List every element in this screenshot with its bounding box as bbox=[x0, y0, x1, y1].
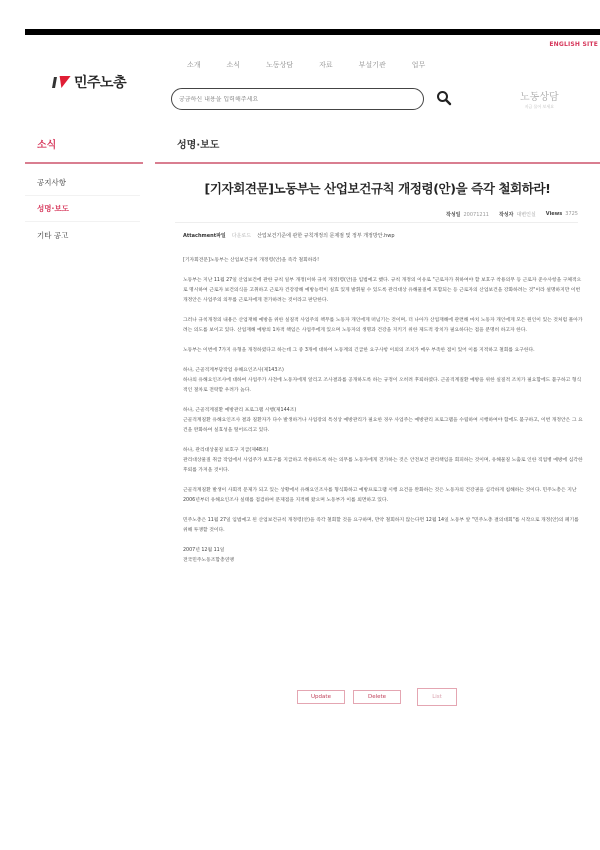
attachment-row bbox=[183, 232, 395, 239]
consult-title: 노동상담 bbox=[520, 92, 559, 103]
logo-text: 민주노총 bbox=[74, 75, 127, 91]
list-button[interactable]: List bbox=[417, 688, 457, 706]
labor-consult-link[interactable] bbox=[520, 88, 559, 110]
author-label: 작성자 bbox=[498, 212, 514, 218]
date-label: 작성일 bbox=[446, 212, 461, 218]
views-value: 3725 bbox=[565, 211, 578, 217]
logo[interactable] bbox=[53, 72, 126, 92]
download-label: 다운로드 bbox=[231, 233, 252, 239]
article-paragraph: 그러나 규칙개정의 내용은 산업재해 예방을 위한 실질적 사업주의 책무를 노동자 개인에게 떠넘기는 것이며, 더 나아가 산업재해에 관련해 마치 노동자 개인에게 모든 원인이 있는 것처럼 몰아가려는 의도를 보이고 있다. 산업재해 예방의 1차적 책임은 사업주에게 있으며 노동자의 생명과 건강을 지키기 위한 제도적 장치가 필요하다는 점을 분명히 하고자 한다. bbox=[183, 318, 583, 333]
article-paragraph: [기자회견문]노동부는 산업보건규칙 개정령(안)을 즉각 철회하라! bbox=[183, 258, 319, 263]
nav-item-affiliates[interactable]: 부설기관 bbox=[358, 61, 386, 69]
main-nav bbox=[187, 60, 425, 70]
update-button[interactable]: Update bbox=[297, 690, 345, 704]
article-paragraph: 하나의 유해요인조사에 대하여 사업주가 사전에 노동자에게 알리고 조사결과를 공개하도록 하는 규정이 오히려 후퇴하였다. 근골격계질환 예방을 위한 실질적 조치가 필요함에도 불구하고 형식적인 절차로 전락할 우려가 높다. bbox=[183, 378, 582, 393]
search-button[interactable] bbox=[436, 90, 452, 106]
attachment-label: Attachment파일 bbox=[183, 233, 226, 239]
sidebar-title: 소식 bbox=[37, 140, 57, 151]
article-paragraph: 노동부는 지난 11월 27일 산업보건에 관한 규칙 일부 개정(이하 규칙 개정)령(안)을 입법예고 했다. 규칙 개정의 이유로 "근로자가 취하여야 할 보호구 착용의무 등 근로자 준수사항을 구체적으로 명시하여 근로자 보건의식을 고취하고 근로자 건강장해 예방능력이 실효 있게 발휘될 수 있도록 관리대상 유해물질에 포함되는 등 근로자의 산업보건을 강화하려는 것"이라 설명하지만 이번 개정안은 사업주의 의무를 근로자에게 전가하려는 것이라고 판단한다. bbox=[183, 278, 582, 303]
article-body bbox=[183, 256, 583, 576]
nav-item-labor-consult[interactable]: 노동상담 bbox=[266, 61, 294, 69]
sidebar-item-notices[interactable]: 공지사항 bbox=[25, 170, 140, 196]
article-paragraph: 민주노총은 11월 27일 입법예고 된 산업보건규칙 개정령(안)을 즉각 철회할 것을 요구하며, 만약 철회하지 않는다면 12월 14일 노동부 앞 "민주노총 결의대회"를 시작으로 개정(안)의 폐기를 위해 투쟁할 것이다. bbox=[183, 518, 579, 533]
sidebar-item-other-notices[interactable]: 기타 공고 bbox=[37, 230, 69, 240]
consult-subtitle: 지금 물어 보세요 bbox=[524, 104, 555, 109]
article-section-heading: 하나, 근골격계부담작업 유해요인조사(제143조) bbox=[183, 368, 284, 373]
author-value: 대변인실 bbox=[516, 212, 536, 218]
nav-item-work[interactable]: 업무 bbox=[411, 61, 426, 69]
article-meta bbox=[446, 211, 578, 218]
search-icon bbox=[436, 90, 452, 106]
nav-item-resources[interactable]: 자료 bbox=[319, 61, 333, 69]
page-title-divider bbox=[155, 162, 600, 164]
article-paragraph: 근골격계질환 발생이 사회적 문제가 되고 있는 상황에서 유해요인조사를 형식화하고 예방프로그램 시행 요건을 완화하는 것은 노동자의 건강권을 심각하게 침해하는 것이다. 민주노총은 지난 2006년부터 유해요인조사 실태를 점검하여 문제점을 지적해 왔으며 노동부가 이를 외면하고 있다. bbox=[183, 488, 577, 503]
article-paragraph: 근골격계질환 유해요인조사 결과 질환자가 다수 발생하거나 사업장의 특성상 예방관리가 필요한 경우 사업주는 예방관리 프로그램을 수립하여 시행하여야 함에도 불구하고, 이번 개정안은 그 요건을 완화하여 실효성을 떨어뜨리고 있다. bbox=[183, 418, 583, 433]
views-label: Views bbox=[545, 211, 563, 217]
article-signature: 전국민주노동조합총연맹 bbox=[183, 558, 234, 563]
sidebar-divider bbox=[25, 162, 143, 164]
article-paragraph: 노동부는 이번에 7가지 유형을 개정하였다고 하는데 그 중 3개에 대하여 노동계의 긴급한 요구사항 이외의 조치가 매우 부족한 점이 있어 이를 지적하고 철회를 요구한다. bbox=[183, 348, 535, 353]
article-section-heading: 하나, 관리대상물질 보호구 지급(제48조) bbox=[183, 448, 269, 453]
meta-divider bbox=[175, 222, 578, 223]
search-box bbox=[171, 88, 424, 110]
nav-item-intro[interactable]: 소개 bbox=[187, 61, 201, 69]
logo-mark-icon bbox=[53, 75, 71, 89]
article-actions bbox=[297, 688, 457, 706]
article-title: [기자회견문]노동부는 산업보건규칙 개정령(안)을 즉각 철회하라! bbox=[204, 181, 551, 196]
english-site-link[interactable]: ENGLISH SITE bbox=[549, 41, 598, 48]
date-value: 20071211 bbox=[463, 212, 489, 218]
delete-button[interactable]: Delete bbox=[353, 690, 401, 704]
article-date: 2007년 12월 11일 bbox=[183, 548, 225, 553]
sidebar-menu bbox=[25, 170, 140, 248]
sidebar-item-statements[interactable]: 성명·보도 bbox=[25, 196, 140, 222]
page-title: 성명·보도 bbox=[177, 140, 220, 151]
top-bar bbox=[25, 29, 600, 35]
search-input[interactable] bbox=[179, 96, 423, 103]
article-section-heading: 하나, 근골격계질환 예방관리 프로그램 시행(제144조) bbox=[183, 408, 297, 413]
attachment-file-link[interactable]: 산업보건기준에 관한 규칙개정의 문제점 및 정부 개정방안.hwp bbox=[257, 233, 395, 239]
article-paragraph: 관리대상물질 취급 작업에서 사업주가 보호구를 지급하고 착용하도록 하는 의무를 노동자에게 전가하는 것은 안전보건 관리책임을 회피하는 것이며, 유해물질 노출로 인한 직업병 예방에 심각한 후퇴를 가져올 것이다. bbox=[183, 458, 583, 473]
nav-item-news[interactable]: 소식 bbox=[226, 61, 241, 69]
